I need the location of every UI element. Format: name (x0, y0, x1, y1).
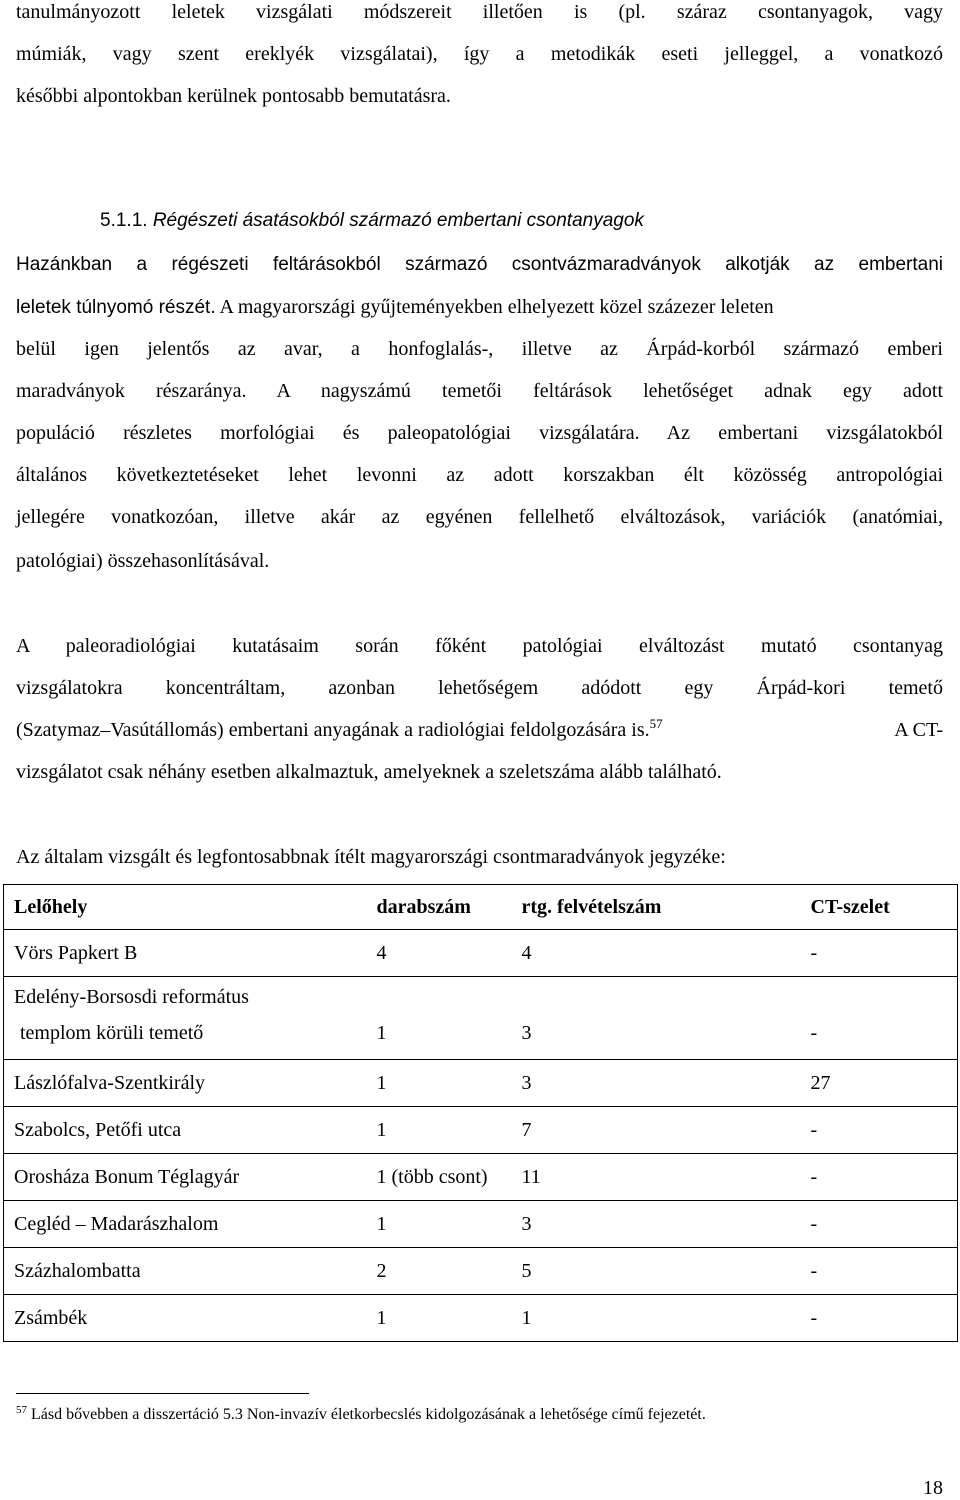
cell-site: Lászlófalva-Szentkirály (4, 1060, 367, 1107)
cell-count: 1 (367, 1295, 512, 1342)
cell-site: Százhalombatta (4, 1248, 367, 1295)
section-number: 5.1.1. (100, 210, 148, 231)
cell-site: Orosháza Bonum Téglagyár (4, 1154, 367, 1201)
intro-line-2: múmiák, vagy szent ereklyék vizsgálatai), így a metodikák eseti jelleggel, a vonatkozó (16, 43, 943, 65)
cell-site (4, 977, 367, 1060)
table-row (4, 1295, 958, 1342)
section-heading (100, 209, 644, 233)
cell-count: 1 (367, 1060, 512, 1107)
table-row (4, 1248, 958, 1295)
cell-ct: - (801, 930, 958, 977)
cell-site-line-2: templom körüli temető (20, 1022, 204, 1044)
table-row (4, 977, 958, 1060)
cell-xray: 11 (512, 1154, 801, 1201)
header-ct: CT-szelet (801, 885, 958, 930)
cell-xray: 3 (512, 977, 801, 1060)
section-title: Régészeti ásatásokból származó embertani csontanyagok (152, 210, 644, 231)
page-number: 18 (923, 1477, 943, 1499)
cell-ct: - (801, 1107, 958, 1154)
table-header-row (4, 885, 958, 930)
section-line-6: általános következtetéseket lehet levonni az adott korszakban élt közösség antropológiai (16, 464, 943, 486)
sites-table (3, 884, 958, 1342)
cell-ct: - (801, 1201, 958, 1248)
section-line-2-end: A magyarországi gyűjteményekben elhelyezett közel százezer leleten (215, 296, 774, 318)
cell-ct: - (801, 1248, 958, 1295)
cell-ct: - (801, 977, 958, 1060)
section-line-7: jellegére vonatkozóan, illetve akár az egyénen fellelhető elváltozások, variációk (anatómiai, (16, 506, 943, 528)
paragraph2-line-1: A paleoradiológiai kutatásaim során főként patológiai elváltozást mutató csontanyag (16, 635, 943, 657)
cell-ct: - (801, 1295, 958, 1342)
cell-site: Vörs Papkert B (4, 930, 367, 977)
footnote-separator (16, 1393, 309, 1394)
section-line-4: maradványok részaránya. A nagyszámú temetői feltárások lehetőséget adnak egy adott (16, 380, 943, 402)
table-row (4, 1154, 958, 1201)
cell-count: 1 (367, 1107, 512, 1154)
paragraph2-line-3 (16, 718, 943, 744)
table-row (4, 930, 958, 977)
footnote-text: Lásd bővebben a disszertáció 5.3 Non-invazív életkorbecslés kidolgozásának a lehetősége című fejezetét. (27, 1406, 706, 1423)
table-row (4, 1201, 958, 1248)
cell-ct: 27 (801, 1060, 958, 1107)
intro-line-3: későbbi alpontokban kerülnek pontosabb bemutatásra. (16, 85, 451, 107)
cell-xray: 1 (512, 1295, 801, 1342)
cell-count: 4 (367, 930, 512, 977)
section-line-3: belül igen jelentős az avar, a honfoglalás-, illetve az Árpád-korból származó emberi (16, 338, 943, 360)
paragraph2-line-2: vizsgálatokra koncentráltam, azonban lehetőségem adódott egy Árpád-kori temető (16, 677, 943, 699)
table-row (4, 1107, 958, 1154)
cell-count: 1 (367, 977, 512, 1060)
section-line-1: Hazánkban a régészeti feltárásokból származó csontvázmaradványok alkotják az embertani (16, 254, 943, 275)
section-line-2-start: leletek túlnyomó részét. (16, 297, 216, 318)
cell-site: Szabolcs, Petőfi utca (4, 1107, 367, 1154)
table-caption: Az általam vizsgált és legfontosabbnak ítélt magyarországi csontmaradványok jegyzéke: (16, 846, 726, 868)
header-xray: rtg. felvételszám (512, 885, 801, 930)
cell-ct: - (801, 1154, 958, 1201)
section-line-2 (16, 295, 943, 320)
paragraph2-line-3-text: (Szatymaz–Vasútállomás) embertani anyagának a radiológiai feldolgozására is.$^{57}$ (16, 716, 663, 741)
cell-xray: 4 (512, 930, 801, 977)
section-line-8: patológiai) összehasonlításával. (16, 550, 270, 572)
header-site: Lelőhely (4, 885, 367, 930)
cell-xray: 3 (512, 1060, 801, 1107)
cell-site: Zsámbék (4, 1295, 367, 1342)
header-count: darabszám (367, 885, 512, 930)
cell-site-line-1: Edelény-Borsosdi református (14, 986, 249, 1008)
cell-count: 2 (367, 1248, 512, 1295)
footnote (16, 1405, 706, 1426)
cell-count: 1 (367, 1201, 512, 1248)
paragraph2-line-3-tail: A CT- (894, 719, 943, 741)
paragraph2-line-4: vizsgálatot csak néhány esetben alkalmaztuk, amelyeknek a szeletszáma alább található. (16, 761, 722, 783)
footnote-number: 57 (16, 1404, 27, 1416)
footnote-ref-57[interactable]: 57 (649, 716, 663, 731)
cell-count: 1 (több csont) (367, 1154, 512, 1201)
table-row (4, 1060, 958, 1107)
cell-site: Cegléd – Madarászhalom (4, 1201, 367, 1248)
cell-xray: 5 (512, 1248, 801, 1295)
cell-xray: 7 (512, 1107, 801, 1154)
intro-line-1: tanulmányozott leletek vizsgálati módszereit illetően is (pl. száraz csontanyagok, vagy (16, 1, 943, 23)
cell-xray: 3 (512, 1201, 801, 1248)
section-line-5: populáció részletes morfológiai és paleopatológiai vizsgálatára. Az embertani vizsgálatokból (16, 422, 943, 444)
